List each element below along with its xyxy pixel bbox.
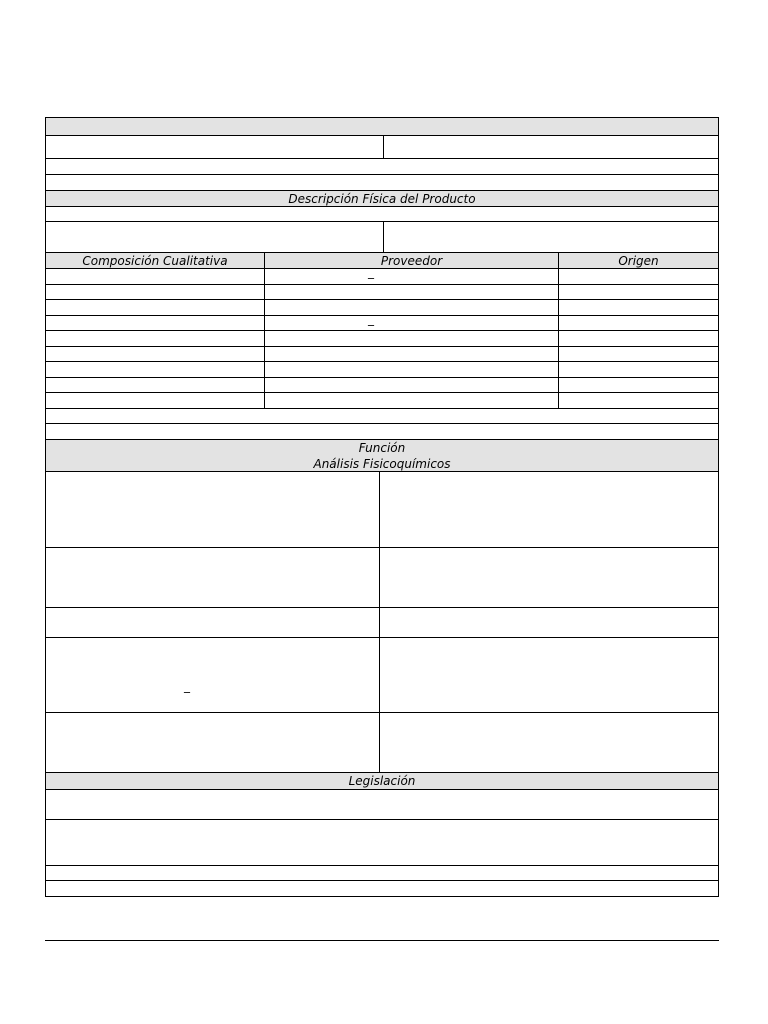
form-blank-row — [45, 866, 719, 881]
form-header-split-row — [45, 136, 719, 159]
column-divider — [383, 136, 384, 158]
column-divider — [558, 331, 559, 346]
dash-mark: _ — [368, 312, 374, 326]
column-divider — [558, 347, 559, 361]
analysis-row — [45, 608, 719, 638]
section-title-analisis: Análisis Fisicoquímicos — [313, 456, 451, 471]
analysis-row — [45, 638, 719, 713]
section-title-legislacion: Legislación — [348, 774, 416, 788]
column-divider — [264, 269, 265, 284]
form-blank-row — [45, 424, 719, 440]
product-specification-form — [45, 117, 719, 897]
table-row — [45, 312, 719, 331]
footer-rule — [45, 940, 719, 941]
column-header-origen: Origen — [618, 253, 659, 268]
analysis-row — [45, 548, 719, 608]
column-divider — [379, 713, 380, 772]
column-divider — [264, 316, 265, 330]
form-blank-row — [45, 159, 719, 175]
section-header-legislacion — [45, 773, 719, 790]
analysis-row — [45, 472, 719, 548]
dash-mark: _ — [368, 265, 374, 279]
column-divider — [264, 393, 265, 408]
column-divider — [558, 393, 559, 408]
section-header-descripcion — [45, 191, 719, 207]
table-row — [45, 393, 719, 409]
table-row — [45, 331, 719, 347]
column-divider — [558, 285, 559, 299]
column-divider — [264, 331, 265, 346]
legislation-row — [45, 790, 719, 820]
table-row — [45, 362, 719, 378]
section-title-funcion: Función — [358, 440, 406, 455]
column-header-proveedor: Proveedor — [380, 253, 443, 268]
legislation-row — [45, 820, 719, 866]
column-divider — [379, 548, 380, 607]
column-header-composicion: Composición Cualitativa — [82, 253, 228, 268]
column-divider — [379, 608, 380, 637]
column-divider — [558, 300, 559, 315]
section-title-descripcion: Descripción Física del Producto — [288, 191, 476, 206]
table-row — [45, 347, 719, 362]
column-divider — [264, 347, 265, 361]
column-divider — [379, 638, 380, 712]
form-blank-row — [45, 207, 719, 222]
form-blank-row — [45, 409, 719, 424]
table-row — [45, 265, 719, 285]
column-divider — [264, 378, 265, 392]
column-divider — [383, 222, 384, 252]
column-divider — [264, 362, 265, 377]
table-row — [45, 378, 719, 393]
composition-table-header — [45, 253, 719, 269]
analysis-row — [45, 713, 719, 773]
dash-mark: _ — [184, 679, 190, 693]
column-divider — [558, 316, 559, 330]
table-row — [45, 285, 719, 300]
column-divider — [558, 378, 559, 392]
description-split-row — [45, 222, 719, 253]
column-divider — [558, 269, 559, 284]
column-divider — [264, 300, 265, 315]
column-divider — [379, 472, 380, 547]
table-row — [45, 300, 719, 316]
column-divider — [264, 285, 265, 299]
column-divider — [558, 362, 559, 377]
form-title-bar — [45, 117, 719, 136]
form-blank-row — [45, 881, 719, 897]
form-blank-row — [45, 175, 719, 191]
section-header-funcion-analisis — [45, 440, 719, 472]
